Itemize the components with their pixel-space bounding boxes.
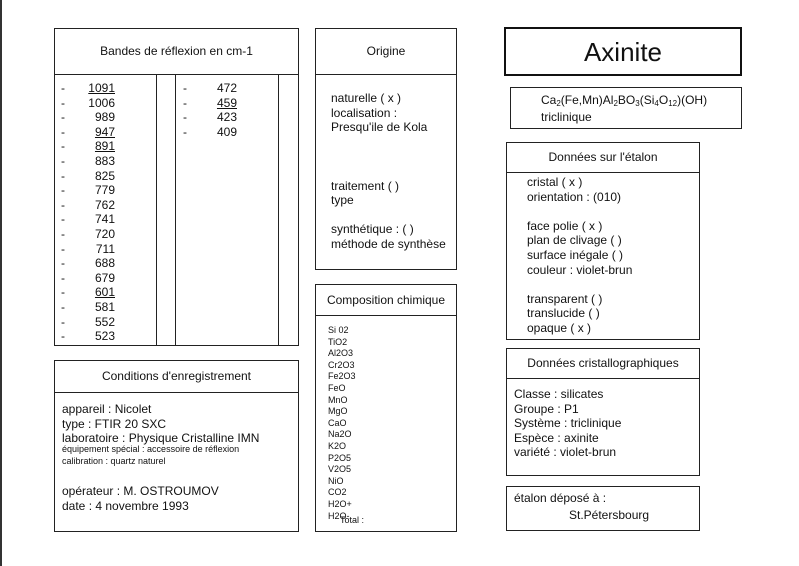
formula-subscript: 2 [613,99,618,108]
origine-line [331,149,446,164]
composition-panel [315,284,457,532]
etalon-lines [527,175,632,336]
cristallo-line: variété : violet-brun [514,445,617,460]
band-row [61,212,115,227]
depot-place: St.Pétersbourg [569,508,650,522]
origine-line [331,208,446,223]
cristallo-title: Données cristallographiques [507,349,699,379]
bandes-panel [54,28,299,346]
cristallo-line: Classe : silicates [514,387,604,401]
conditions-line: appareil : Nicolet [62,402,152,416]
bandes-divider-2 [175,74,176,345]
band-row [61,256,115,271]
composition-line: Si 02 [328,325,349,335]
formula-part: (Fe,Mn)Al [560,93,614,107]
bandes-divider-1 [156,74,157,345]
band-dash: - [61,110,65,125]
etalon-line: couleur : violet-brun [527,262,633,277]
band-dash: - [61,241,65,256]
cristallo-panel [506,348,700,476]
bandes-column-1 [61,81,115,344]
band-row [61,125,115,140]
etalon-title: Données sur l'étalon [507,143,699,173]
formula-subscript: 4 [654,99,659,108]
depot-label: étalon déposé à : [514,491,607,505]
band-value: 472 [216,81,237,95]
band-value: 741 [94,212,115,227]
formula-part: )(OH) [677,93,708,107]
band-value: 891 [94,139,115,154]
composition-line: TiO2 [328,336,348,347]
composition-line: Na2O [328,429,352,440]
band-value: 581 [94,299,115,314]
band-dash: - [183,110,187,125]
formula-subscript: 12 [668,99,678,108]
origine-line: Presqu'ile de Kola [331,120,428,135]
formula [541,93,707,107]
cristallo-line: Système : triclinique [514,416,622,431]
conditions-operator-line: date : 4 novembre 1993 [62,498,189,513]
band-row [61,139,115,154]
band-dash: - [61,168,65,183]
band-row [61,271,115,286]
origine-line: méthode de synthèse [331,236,446,251]
conditions-line: type : FTIR 20 SXC [62,416,167,431]
composition-lines [328,325,356,522]
formula-part: BO [617,93,636,107]
etalon-line: translucide ( ) [527,306,600,321]
bandes-title: Bandes de réflexion en cm-1 [55,29,298,75]
etalon-line [527,277,632,292]
etalon-line: face polie ( x ) [527,218,603,233]
band-row [183,81,237,96]
band-row [61,81,115,96]
band-value: 779 [94,183,115,198]
conditions-small-lines [62,444,239,467]
composition-line: P2O5 [328,452,352,463]
mineral-name: Axinite [583,37,663,67]
band-dash: - [183,124,187,139]
composition-line: Fe2O3 [328,371,356,382]
conditions-small-line: calibration : quartz naturel [62,455,166,466]
etalon-line: surface inégale ( ) [527,247,624,262]
band-dash: - [61,256,65,271]
etalon-panel [506,142,700,340]
cristallo-lines [514,387,621,460]
origine-line: naturelle ( x ) [331,91,402,105]
band-dash: - [183,95,187,110]
band-value: 825 [94,168,115,183]
page-edge [0,0,2,566]
band-value: 711 [95,241,115,256]
band-row [61,96,115,111]
origine-line: traitement ( ) [331,178,400,193]
cristallo-line: Espèce : axinite [514,430,599,445]
formula-part: O [658,93,669,107]
formula-system: triclinique [541,110,592,124]
composition-line: MnO [328,394,348,405]
etalon-line: plan de clivage ( ) [527,233,622,248]
origine-line: synthétique : ( ) [331,222,414,237]
band-value: 679 [94,270,115,285]
band-dash: - [61,153,65,168]
composition-line: K2O [328,440,347,451]
band-row [61,183,115,198]
composition-line: H2O+ [328,498,352,509]
band-row [61,329,115,344]
conditions-lines [62,402,259,446]
band-value: 552 [94,314,115,329]
formula-box [510,87,742,129]
band-row [61,285,115,300]
composition-line: FeO [328,382,346,393]
bandes-column-2 [183,81,237,139]
composition-line: CaO [328,417,347,428]
etalon-line: orientation : (010) [527,189,622,204]
bandes-divider-3 [278,74,279,345]
band-value: 1091 [88,81,115,95]
band-row [61,242,115,257]
band-dash: - [61,81,65,95]
band-dash: - [61,270,65,285]
band-dash: - [61,197,65,212]
composition-line: Al2O3 [328,348,354,359]
band-row [61,110,115,125]
origine-line: type [331,193,354,208]
conditions-small-line: équipement spécial : accessoire de réflexion [62,444,240,454]
band-value: 423 [216,110,237,125]
formula-part: (Si [639,93,655,107]
etalon-line: opaque ( x ) [527,320,592,335]
band-dash: - [183,81,187,95]
origine-title: Origine [316,29,456,75]
composition-line: NiO [328,475,344,486]
origine-lines [331,91,446,252]
band-value: 459 [216,95,237,110]
formula-subscript: 3 [635,99,640,108]
formula-part: Ca [541,93,557,107]
origine-line [331,164,446,179]
band-value: 523 [94,329,115,344]
band-dash: - [61,139,65,154]
composition-total: Total : [340,515,365,525]
conditions-line: laboratoire : Physique Cristalline IMN [62,431,260,446]
conditions-title: Conditions d'enregistrement [55,361,298,393]
band-value: 688 [94,256,115,271]
composition-line: MgO [328,406,348,417]
band-value: 989 [94,110,115,125]
conditions-panel [54,360,299,532]
band-value: 720 [94,226,115,241]
band-dash: - [61,299,65,314]
band-row [61,169,115,184]
composition-line: CO2 [328,487,347,498]
origine-line [331,135,446,150]
band-dash: - [61,285,65,300]
band-value: 409 [216,124,237,139]
band-row [61,315,115,330]
composition-line: H2O- [328,510,350,521]
origine-panel [315,28,457,270]
band-row [183,96,237,111]
conditions-operator-line: opérateur : M. OSTROUMOV [62,484,219,498]
composition-title: Composition chimique [316,285,456,316]
band-row [61,227,115,242]
depot-panel [506,486,700,531]
etalon-line: cristal ( x ) [527,175,583,189]
origine-line: localisation : [331,105,398,120]
etalon-line: transparent ( ) [527,291,603,306]
mineral-name-box [504,27,742,76]
formula-subscript: 2 [556,99,561,108]
band-row [61,154,115,169]
band-value: 601 [94,285,115,300]
conditions-operator-lines [62,484,219,513]
band-value: 762 [94,197,115,212]
band-dash: - [61,183,65,198]
band-dash: - [61,95,65,110]
band-dash: - [61,124,65,139]
band-dash: - [61,226,65,241]
band-value: 947 [94,124,115,139]
band-dash: - [61,329,65,344]
band-row [183,110,237,125]
band-dash: - [61,212,65,227]
band-row [61,198,115,213]
band-row [61,300,115,315]
cristallo-line: Groupe : P1 [514,401,579,416]
band-value: 883 [94,153,115,168]
composition-line: Cr2O3 [328,359,355,370]
etalon-line [527,204,632,219]
band-dash: - [61,314,65,329]
composition-line: V2O5 [328,464,352,475]
band-value: 1006 [88,95,115,110]
band-row [183,125,237,140]
